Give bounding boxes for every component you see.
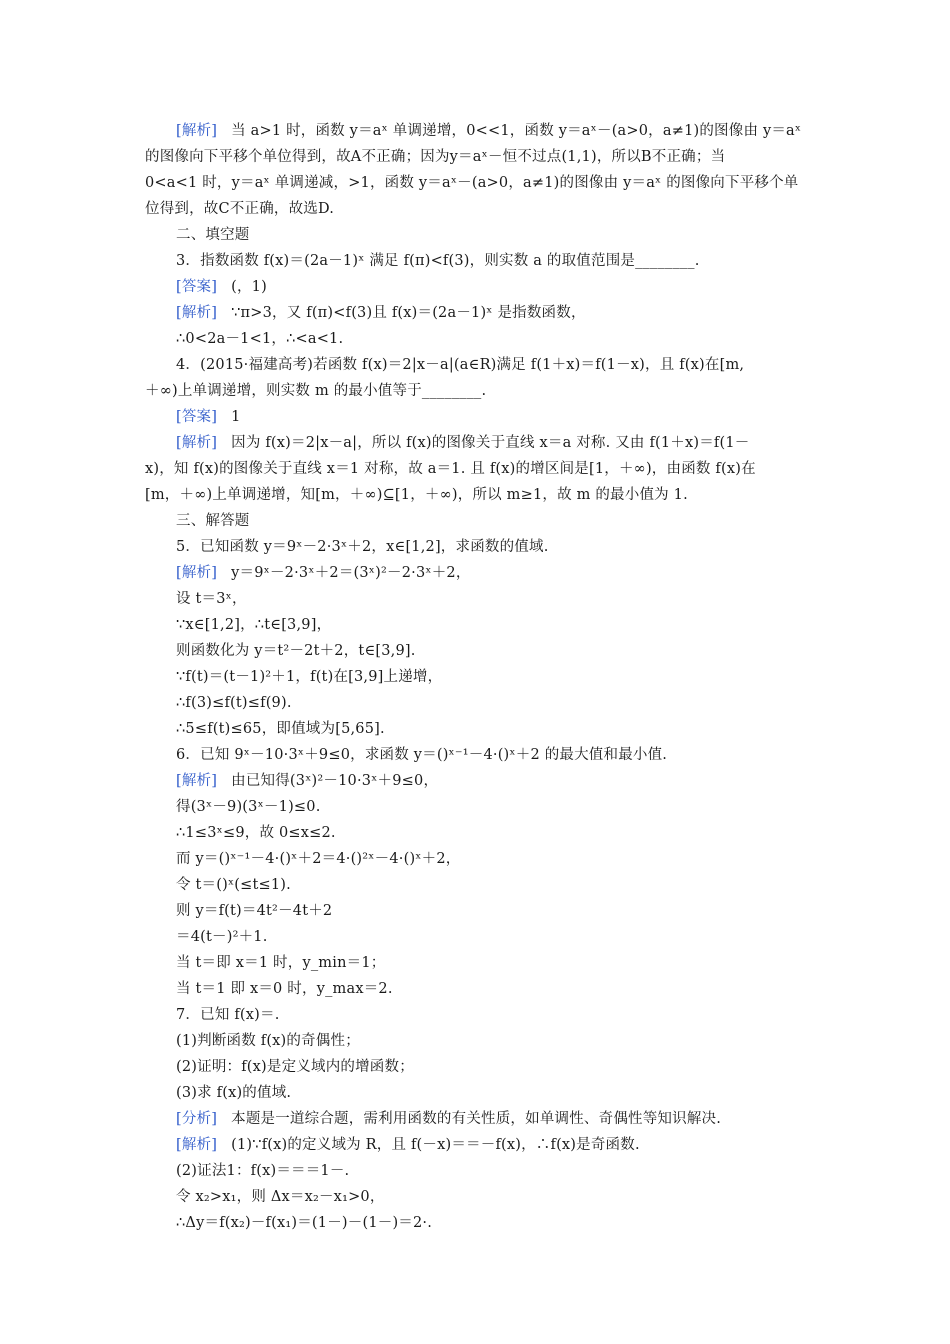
section-tag: [解析]: [176, 123, 218, 139]
line-text: ∴f(3)≤f(t)≤f(9).: [176, 695, 292, 711]
line-text: 则函数化为 y＝t²－2t＋2，t∈[3,9].: [176, 643, 416, 659]
line-text: (1)判断函数 f(x)的奇偶性；: [176, 1033, 360, 1049]
section-tag: [解析]: [176, 565, 218, 581]
line-text: 设 t＝3ˣ，: [176, 591, 247, 607]
line-text: ∴0<2a－1<1，∴<a<1.: [176, 331, 344, 347]
text-line: [176, 1006, 280, 1024]
text-line: [176, 330, 343, 348]
text-line: [176, 616, 331, 634]
text-line: [176, 356, 744, 374]
text-line: [145, 148, 725, 166]
line-text: 则 y＝f(t)＝4t²－4t＋2: [176, 903, 333, 919]
text-line: [176, 278, 267, 296]
line-text: ＋∞)上单调递增，则实数 m 的最小值等于________.: [145, 383, 487, 399]
section-tag: [答案]: [176, 279, 218, 295]
line-text: 的图像向下平移个单位得到，故A不正确；因为y＝aˣ－恒不过点(1,1)，所以B不正确；当: [145, 149, 726, 165]
text-line: [176, 954, 385, 972]
text-line: [176, 1214, 432, 1232]
section-tag: [分析]: [176, 1111, 218, 1127]
text-line: [176, 668, 442, 686]
text-line: [176, 902, 332, 920]
text-line: [176, 1136, 640, 1154]
line-text: 而 y＝()ˣ⁻¹－4·()ˣ＋2＝4·()²ˣ－4·()ˣ＋2，: [176, 851, 461, 867]
line-text: 4．(2015·福建高考)若函数 f(x)＝2|x－a|(a∈R)满足 f(1＋x)＝f(1－x)，且 f(x)在[m,: [176, 357, 745, 373]
line-text: 二、填空题: [176, 227, 250, 243]
line-text: 5．已知函数 y＝9ˣ－2·3ˣ＋2，x∈[1,2]，求函数的值域.: [176, 539, 549, 555]
text-line: [176, 850, 460, 868]
text-line: [145, 486, 688, 504]
line-text: 当 a>1 时，函数 y＝aˣ 单调递增，0<<1，函数 y＝aˣ－(a>0，a≠1)的图像由 y＝aˣ: [231, 123, 802, 139]
line-text: 因为 f(x)＝2|x－a|，所以 f(x)的图像关于直线 x＝a 对称. 又由 f(1＋x)＝f(1－: [231, 435, 750, 451]
line-text: ∴1≤3ˣ≤9，故 0≤x≤2.: [176, 825, 336, 841]
line-text: (3)求 f(x)的值域.: [176, 1085, 292, 1101]
text-line: [176, 1084, 291, 1102]
line-text: y＝9ˣ－2·3ˣ＋2＝(3ˣ)²－2·3ˣ＋2，: [231, 565, 471, 581]
text-line: [176, 746, 667, 764]
line-text: 令 t＝()ˣ(≤t≤1).: [176, 877, 291, 893]
text-line: [176, 1110, 721, 1128]
text-line: [176, 1188, 385, 1206]
line-text: ∴5≤f(t)≤65，即值域为[5,65].: [176, 721, 385, 737]
line-text: 本题是一道综合题，需利用函数的有关性质，如单调性、奇偶性等知识解决.: [231, 1111, 722, 1127]
text-line: [176, 1162, 349, 1180]
section-tag: [答案]: [176, 409, 218, 425]
text-line: [176, 980, 393, 998]
line-text: 3．指数函数 f(x)＝(2a－1)ˣ 满足 f(π)<f(3)，则实数 a 的取值范围是________.: [176, 253, 700, 269]
text-line: [176, 408, 241, 426]
line-text: 得(3ˣ－9)(3ˣ－1)≤0.: [176, 799, 321, 815]
text-line: [145, 460, 756, 478]
section-tag: [解析]: [176, 1137, 218, 1153]
line-text: (2)证法1：f(x)＝＝＝1－.: [176, 1163, 350, 1179]
line-text: ∵f(t)＝(t－1)²＋1，f(t)在[3,9]上递增，: [176, 669, 443, 685]
text-line: [176, 434, 749, 452]
line-text: ∵x∈[1,2]，∴t∈[3,9]，: [176, 617, 332, 633]
line-text: ∵π>3，又 f(π)<f(3)且 f(x)＝(2a－1)ˣ 是指数函数，: [231, 305, 586, 321]
line-text: 1: [231, 409, 241, 425]
text-line: [145, 200, 334, 218]
text-line: [176, 1032, 360, 1050]
text-line: [176, 798, 321, 816]
text-line: [176, 538, 549, 556]
text-line: [176, 122, 801, 140]
text-line: [176, 1058, 414, 1076]
line-text: (，1): [231, 279, 267, 295]
text-line: [176, 720, 385, 738]
section-tag: [解析]: [176, 773, 218, 789]
line-text: ＝4(t－)²＋1.: [176, 929, 268, 945]
line-text: ∴Δy＝f(x₂)－f(x₁)＝(1－)－(1－)＝2·.: [176, 1215, 433, 1231]
line-text: 当 t＝1 即 x＝0 时，y_max＝2.: [176, 981, 393, 997]
text-line: [176, 252, 700, 270]
section-tag: [解析]: [176, 435, 218, 451]
text-line: [176, 876, 291, 894]
line-text: x)，知 f(x)的图像关于直线 x＝1 对称，故 a＝1. 且 f(x)的增区间是[1，＋∞)，由函数 f(x)在: [145, 461, 756, 477]
line-text: 当 t＝即 x＝1 时，y_min＝1；: [176, 955, 386, 971]
line-text: (2)证明：f(x)是定义域内的增函数；: [176, 1059, 414, 1075]
text-line: [176, 642, 416, 660]
line-text: [m，＋∞)上单调递增，知[m，＋∞)⊆[1，＋∞)，所以 m≥1，故 m 的最小值为 1.: [145, 487, 688, 503]
line-text: 由已知得(3ˣ)²－10·3ˣ＋9≤0，: [231, 773, 439, 789]
text-line: [176, 928, 268, 946]
text-line: [145, 382, 486, 400]
text-line: [176, 590, 247, 608]
line-text: 7．已知 f(x)＝.: [176, 1007, 280, 1023]
text-line: [176, 512, 250, 530]
text-line: [176, 226, 250, 244]
text-line: [176, 772, 438, 790]
text-line: [176, 694, 292, 712]
line-text: (1)∵f(x)的定义域为 R，且 f(－x)＝＝－f(x)，∴f(x)是奇函数.: [231, 1137, 640, 1153]
line-text: 令 x₂>x₁，则 Δx＝x₂－x₁>0，: [176, 1189, 385, 1205]
section-tag: [解析]: [176, 305, 218, 321]
line-text: 6．已知 9ˣ－10·3ˣ＋9≤0，求函数 y＝()ˣ⁻¹－4·()ˣ＋2 的最大值和最小值.: [176, 747, 668, 763]
line-text: 0<a<1 时，y＝aˣ 单调递减，>1，函数 y＝aˣ－(a>0，a≠1)的图像由 y＝aˣ 的图像向下平移个单: [145, 175, 799, 191]
text-line: [176, 304, 586, 322]
text-line: [145, 174, 799, 192]
text-line: [176, 824, 336, 842]
line-text: 位得到，故C不正确，故选D.: [145, 201, 335, 217]
text-line: [176, 564, 471, 582]
line-text: 三、解答题: [176, 513, 250, 529]
